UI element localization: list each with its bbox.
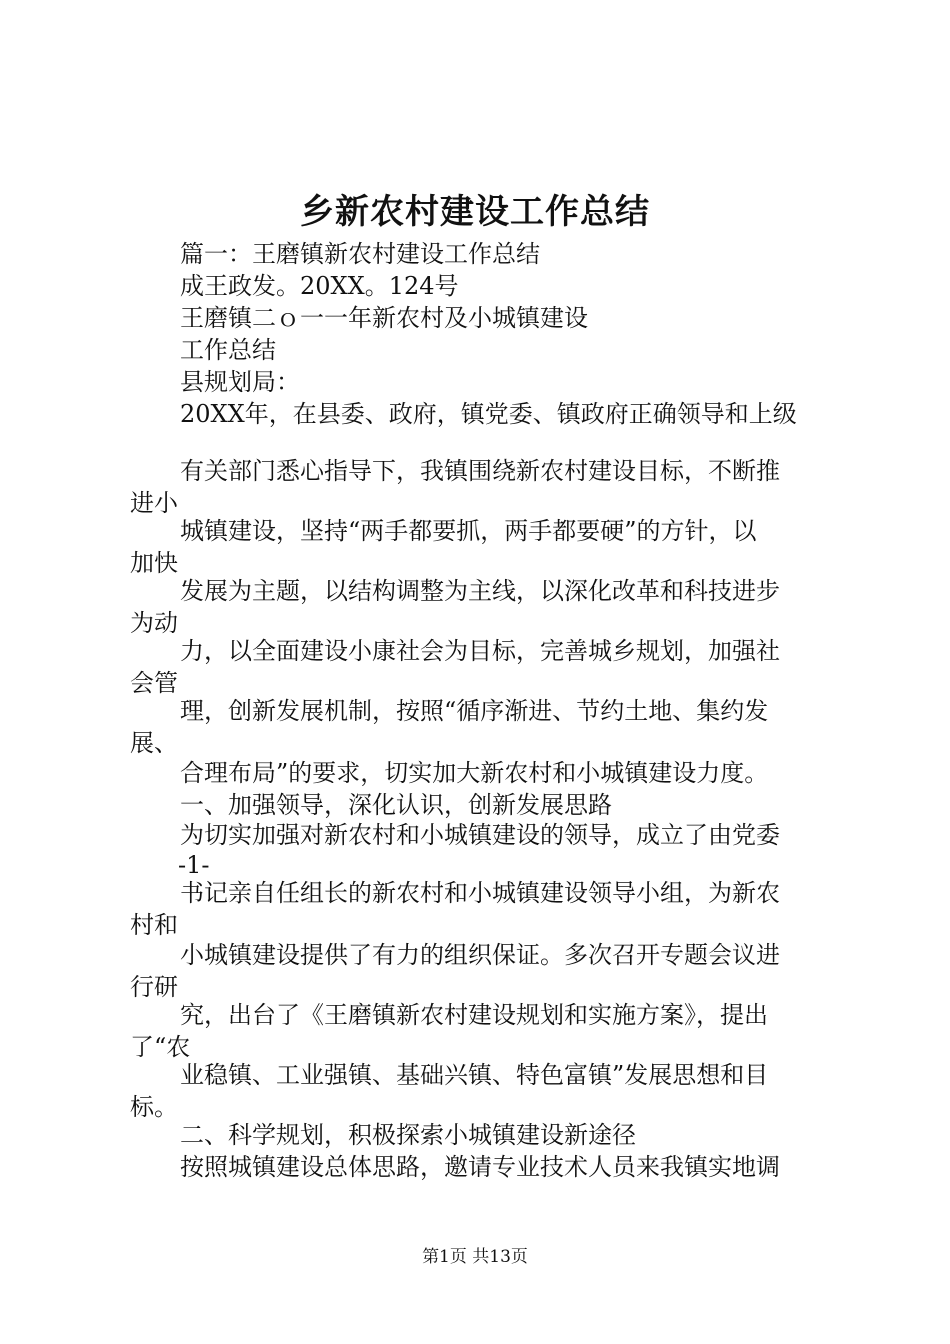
text-line: 了“农 — [130, 1033, 191, 1061]
page-footer: 第1页 共13页 — [422, 1247, 528, 1267]
document-title: 乡新农村建设工作总结 — [300, 192, 650, 232]
text-line: 村和 — [130, 911, 178, 939]
text-line: 工作总结 — [180, 336, 276, 364]
text-line: 力，以全面建设小康社会为目标，完善城乡规划，加强社 — [180, 637, 780, 665]
text-line: 究，出台了《王磨镇新农村建设规划和实施方案》，提出 — [180, 1001, 768, 1029]
text-line: 加快 — [130, 549, 178, 577]
text-line: 理，创新发展机制，按照“循序渐进、节约土地、集约发 — [180, 697, 769, 725]
text-line: 城镇建设，坚持“两手都要抓，两手都要硬”的方针，以 — [180, 517, 757, 545]
text-line: 篇一：王磨镇新农村建设工作总结 — [180, 240, 540, 268]
text-line: 20XX年，在县委、政府，镇党委、镇政府正确领导和上级 — [180, 400, 797, 428]
text-line: 为动 — [130, 609, 178, 637]
text-line: 标。 — [130, 1093, 178, 1121]
text-line: 县规划局： — [180, 368, 300, 396]
text-line: 王磨镇二ｏ一一年新农村及小城镇建设 — [180, 304, 588, 332]
text-line: 业稳镇、工业强镇、基础兴镇、特色富镇”发展思想和目 — [180, 1061, 769, 1089]
text-line: 小城镇建设提供了有力的组织保证。多次召开专题会议进 — [180, 941, 780, 969]
text-line: 展、 — [130, 729, 178, 757]
text-line: 有关部门悉心指导下，我镇围绕新农村建设目标，不断推 — [180, 457, 780, 485]
text-line: 行研 — [130, 973, 178, 1001]
text-line: 会管 — [130, 669, 178, 697]
text-line: 书记亲自任组长的新农村和小城镇建设领导小组，为新农 — [180, 879, 780, 907]
section-heading: 二、科学规划，积极探索小城镇建设新途径 — [180, 1121, 636, 1149]
text-line: 为切实加强对新农村和小城镇建设的领导，成立了由党委 — [180, 821, 780, 849]
text-line: 成王政发。20XX。124号 — [180, 272, 459, 300]
text-line: 发展为主题，以结构调整为主线，以深化改革和科技进步 — [180, 577, 780, 605]
section-heading: 一、加强领导，深化认识，创新发展思路 — [180, 791, 612, 819]
text-line: 合理布局”的要求，切实加大新农村和小城镇建设力度。 — [180, 759, 769, 787]
text-line: 按照城镇建设总体思路，邀请专业技术人员来我镇实地调 — [180, 1153, 780, 1181]
page-marker: -1- — [178, 851, 210, 879]
text-line: 进小 — [130, 489, 178, 517]
